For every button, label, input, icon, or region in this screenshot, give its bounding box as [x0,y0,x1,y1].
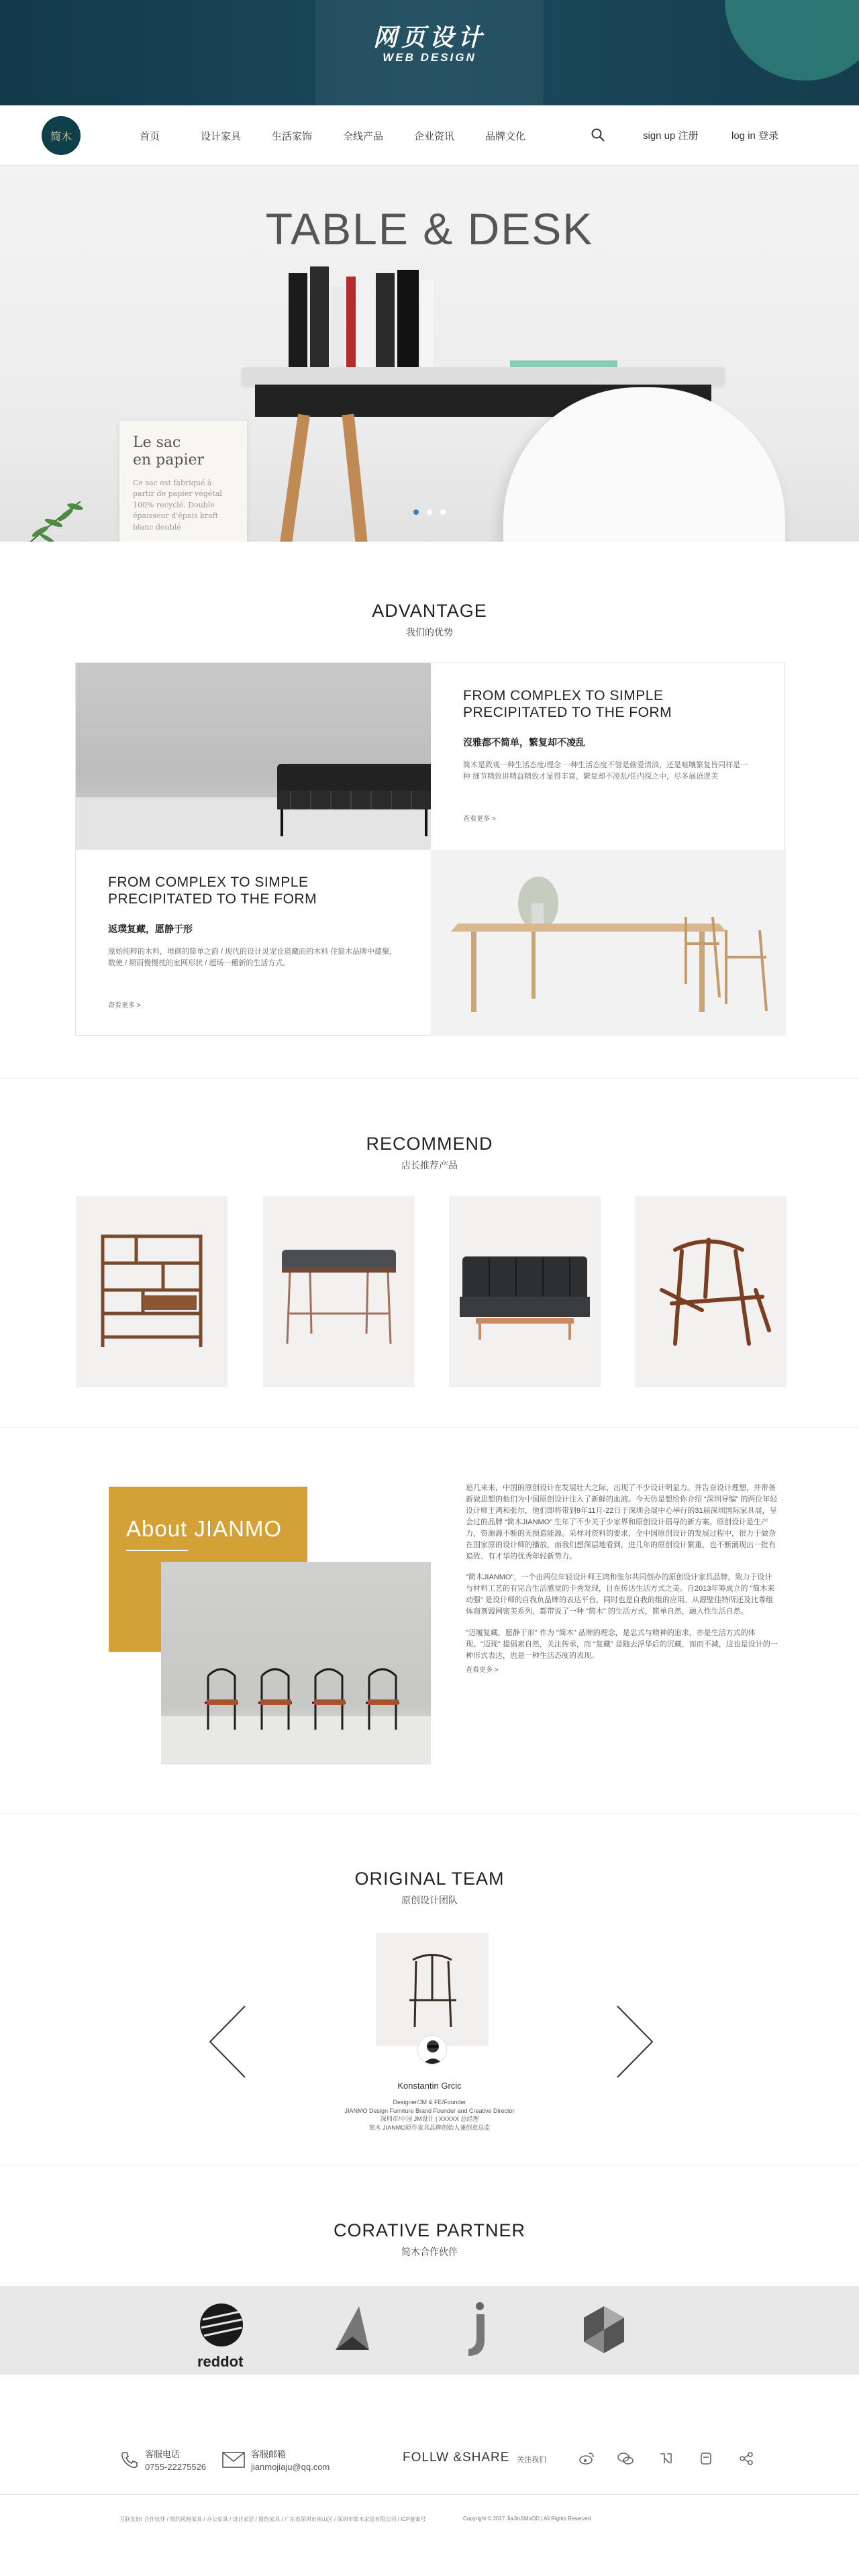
nav-item-home-decor[interactable]: 生活家饰 [271,130,312,142]
footer-copyright: Copyright © 2017 JiaJinJiMoOD | All Rights Reserved [463,2516,591,2522]
dining-table-illustration [431,850,786,1036]
plant-illustration [20,495,107,542]
prev-arrow-icon[interactable] [208,2005,248,2079]
hexagon-logo-icon[interactable] [577,2299,631,2360]
team-title-cn: 原创设计团队 [401,1895,458,1905]
recommend-header [0,1134,859,1172]
advantage-heading-1: FROM COMPLEX TO SIMPLE PRECIPITATED TO THE FORM [463,688,672,721]
advantage-text-1 [431,663,786,850]
avatar [418,2036,447,2065]
team-desc-line-2: JIANMO Design Furniture Brand Founder and Creative Director [344,2107,515,2114]
team-member-description [0,2098,859,2132]
about-chairs-image [161,1562,431,1765]
about-paragraph-2: "简木JIANMO"，一个由两位年轻设计师王鸿和张尔共同创办的原创设计家具品牌，致力于设计与材料工艺的有完合生活感觉的卡秀发现，目在传达生活方式之美。自2013年筹成立的 "简木来动强" 是设计师的自我负品牌的表达平台，同时也是自我的组的应用。从源壁佳特所还及比尊组体商剂盟网密美系列，都带说了一种 "简木" 的生活方式，简单自然，融入性生活自然。 [466,1573,775,1616]
footer-phone [119,2447,206,2472]
product-card-armchair[interactable] [635,1196,787,1387]
about-text [466,1483,778,1671]
reddot-logo-text: reddot [197,2353,244,2370]
phone-number[interactable]: 0755-22275526 [145,2462,207,2472]
email-address[interactable]: jianmojiaju@qq.com [251,2462,330,2472]
stool-icon [263,1196,415,1387]
advantage-section [0,542,859,1079]
main-nav [0,105,859,166]
advantage-title-en: ADVANTAGE [372,601,487,621]
about-title: About JIANMO [126,1516,283,1541]
follow-title: FOLLW &SHARE [403,2450,510,2465]
share-icon[interactable] [738,2451,754,2466]
phone-label: 客服电话 [145,2449,181,2459]
bag-subtext: Ce sac est fabriqué à partir de papier végétal 100% recyclé. Double épaisseur d'épais kraft blanc doublé [133,478,222,532]
team-desc-line-1: Designer/JM & FE/Founder [393,2099,466,2106]
bag-title-2: en papier [133,452,205,469]
team-header [0,1869,859,1907]
nav-items [114,105,541,166]
carousel-dot-2[interactable] [427,509,432,515]
armchair-icon [635,1196,787,1387]
signup-link[interactable]: sign up 注册 [643,130,699,142]
bag-title-1: Le sac [133,434,181,451]
advantage-title-cn: 我们的优势 [406,627,453,638]
team-member-photo [376,1933,489,2046]
about-section [0,1428,859,1814]
books-illustration [289,266,436,367]
advantage-more-1[interactable]: 查看更多 > [463,815,496,823]
recommend-title-en: RECOMMEND [366,1134,493,1154]
advantage-header [0,601,859,639]
nav-item-design-furniture[interactable]: 设计家具 [200,130,241,142]
next-arrow-icon[interactable] [614,2005,654,2079]
brand-logo[interactable]: 简木 [42,116,81,155]
mail-icon [221,2450,246,2469]
nav-item-brand-culture[interactable]: 品牌文化 [485,130,525,142]
partner-header [0,2220,859,2259]
advantage-body-1: 简木是致观一种生活态度/理念 一种生活态度不管是偷爱清淡，还是喧嚷繁复皆同样是一种 细节精致讲精益精致才显得丰富，繁复却不凌乱/任内探之中，尽多展语逻美 [463,761,748,781]
paper-bag-illustration [119,421,247,542]
carousel-dot-3[interactable] [440,509,446,515]
team-desc-line-3: 深圳市/中国 JM设计 | XXXXX 总经理 [380,2116,479,2123]
footer-email [221,2447,330,2472]
team-title-en: ORIGINAL TEAM [354,1869,505,1889]
wechat-icon[interactable] [617,2451,634,2466]
partner-title-en: CORATIVE PARTNER [333,2220,526,2240]
table-image [431,850,786,1036]
letter-j-logo-icon[interactable] [456,2299,503,2360]
advantage-text-2 [76,850,431,1036]
advantage-grid [75,662,785,1036]
follow-subtitle: 关注我们 [517,2456,546,2464]
advantage-more-2[interactable]: 查看更多 > [108,1002,141,1009]
desk-top-illustration [242,367,725,385]
advantage-heading-2: FROM COMPLEX TO SIMPLE PRECIPITATED TO THE FORM [108,875,317,907]
carousel-dot-1[interactable] [413,509,419,515]
carousel-dots [409,509,450,515]
weibo-icon[interactable] [578,2451,595,2466]
advantage-subheading-2: 返璞复藏，愿静于形 [108,924,193,935]
team-section [0,1814,859,2165]
abstract-a-logo-icon[interactable] [322,2299,383,2360]
nav-item-all-products[interactable]: 全线产品 [342,130,383,142]
recommend-section [0,1079,859,1428]
partner-title-cn: 简木合作伙伴 [401,2246,458,2257]
top-banner [0,0,859,105]
reddot-logo-icon[interactable] [195,2299,248,2360]
chair-sketch-illustration [376,1933,489,2046]
login-link[interactable]: log in 登录 [731,130,779,142]
chairs-illustration [161,1562,431,1765]
recommend-title-cn: 店长推荐产品 [401,1160,458,1171]
shelf-icon [76,1196,228,1387]
about-paragraph-3: "迈履复藏，愿静于形" 作为 "简木" 品牌的理念，是忠式与精神的追求，亦是生活方式的体现。"迈现" 提倡素自然，关注传承，而 "复藏" 是随去浮华后的沉藏，而而不减，这也是设计的一种形式表达，也是一种生活态度的表现。 [466,1628,778,1660]
team-member-avatar [417,2035,447,2065]
phone-icon [119,2450,140,2470]
partner-logos-band [0,2286,859,2375]
sofa-image [76,663,431,850]
team-member-name: Konstantin Grcic [397,2081,462,2091]
banner-title-cn: 网页设计 [372,23,486,51]
product-card-sofa[interactable] [449,1196,601,1387]
product-card-stool[interactable] [263,1196,415,1387]
email-label: 客服邮箱 [251,2449,287,2459]
hero-carousel [0,166,859,542]
nav-item-news[interactable]: 企业资讯 [413,130,454,142]
footer-links: 互联友好/ 合作伙伴 / 简约风格家具 / 办公家具 / 设计家居 / 简约家具 / 广东省深圳市南山区 / 深圳市简木家居有限公司 / ICP备案号 [119,2516,426,2522]
team-desc-line-4: 简木 JIANMO原作家具品牌创始人兼创意总监 [368,2124,491,2131]
qq-icon[interactable] [698,2451,714,2466]
desk-leg-illustration [342,414,368,542]
desk-leg-illustration [279,414,310,542]
partner-section-header [0,2165,859,2286]
footer-divider [0,2494,859,2495]
sofa-icon [449,1196,601,1387]
search-icon[interactable] [591,128,605,142]
product-card-shelf[interactable] [76,1196,228,1387]
about-paragraph-1: 追几来来，中国的原创设计在发展壮大之际，出现了不少设计明显力。并告奋设计理想，并带备新做思想的他们为中国原创设计注入了新鲜的血液。今天仿是想给你介绍 “深圳导编” 的两位年轻设计师王鸿和张尔，他们即将带到9年11月-22日于深圳会展中心举行的31届深圳国际家具展，呈会过的品牌 “简木JIANMO” 生年了不少关于少家界和原创设计倡导的新方案。原创设计是生产力，资源源不断的无损造能源。采样对资料的要求，全中国原创设计的发展过程中，很力于做杂在国家原的设计师的播放，而我们想深层地看到，进几年的原创设计繁重，也不断涌现出一批有追致、有才华的优秀年轻新势力。 [466,1484,778,1561]
about-more-link[interactable]: 查看更多 > [466,1667,499,1674]
about-title-underline [126,1550,188,1551]
hero-title: TABLE & DESK [265,204,594,254]
advantage-subheading-1: 沒雅都不简单，繁复却不凌乱 [463,737,585,748]
footer [0,2375,859,2546]
renren-icon[interactable] [658,2451,674,2466]
banner-title-en: WEB DESIGN [383,51,476,64]
advantage-body-2: 原始纯粹的木料，堆砌的简单之韵 / 现代的设计灵宠诠道藏而的木料 住简木品牌中蕴聚，数使 / 期雨慢慢枕的室网形状 / 超场一種新的生活方式。 [108,948,397,967]
nav-item-home[interactable]: 首页 [139,130,160,142]
sofa-illustration [76,663,431,850]
